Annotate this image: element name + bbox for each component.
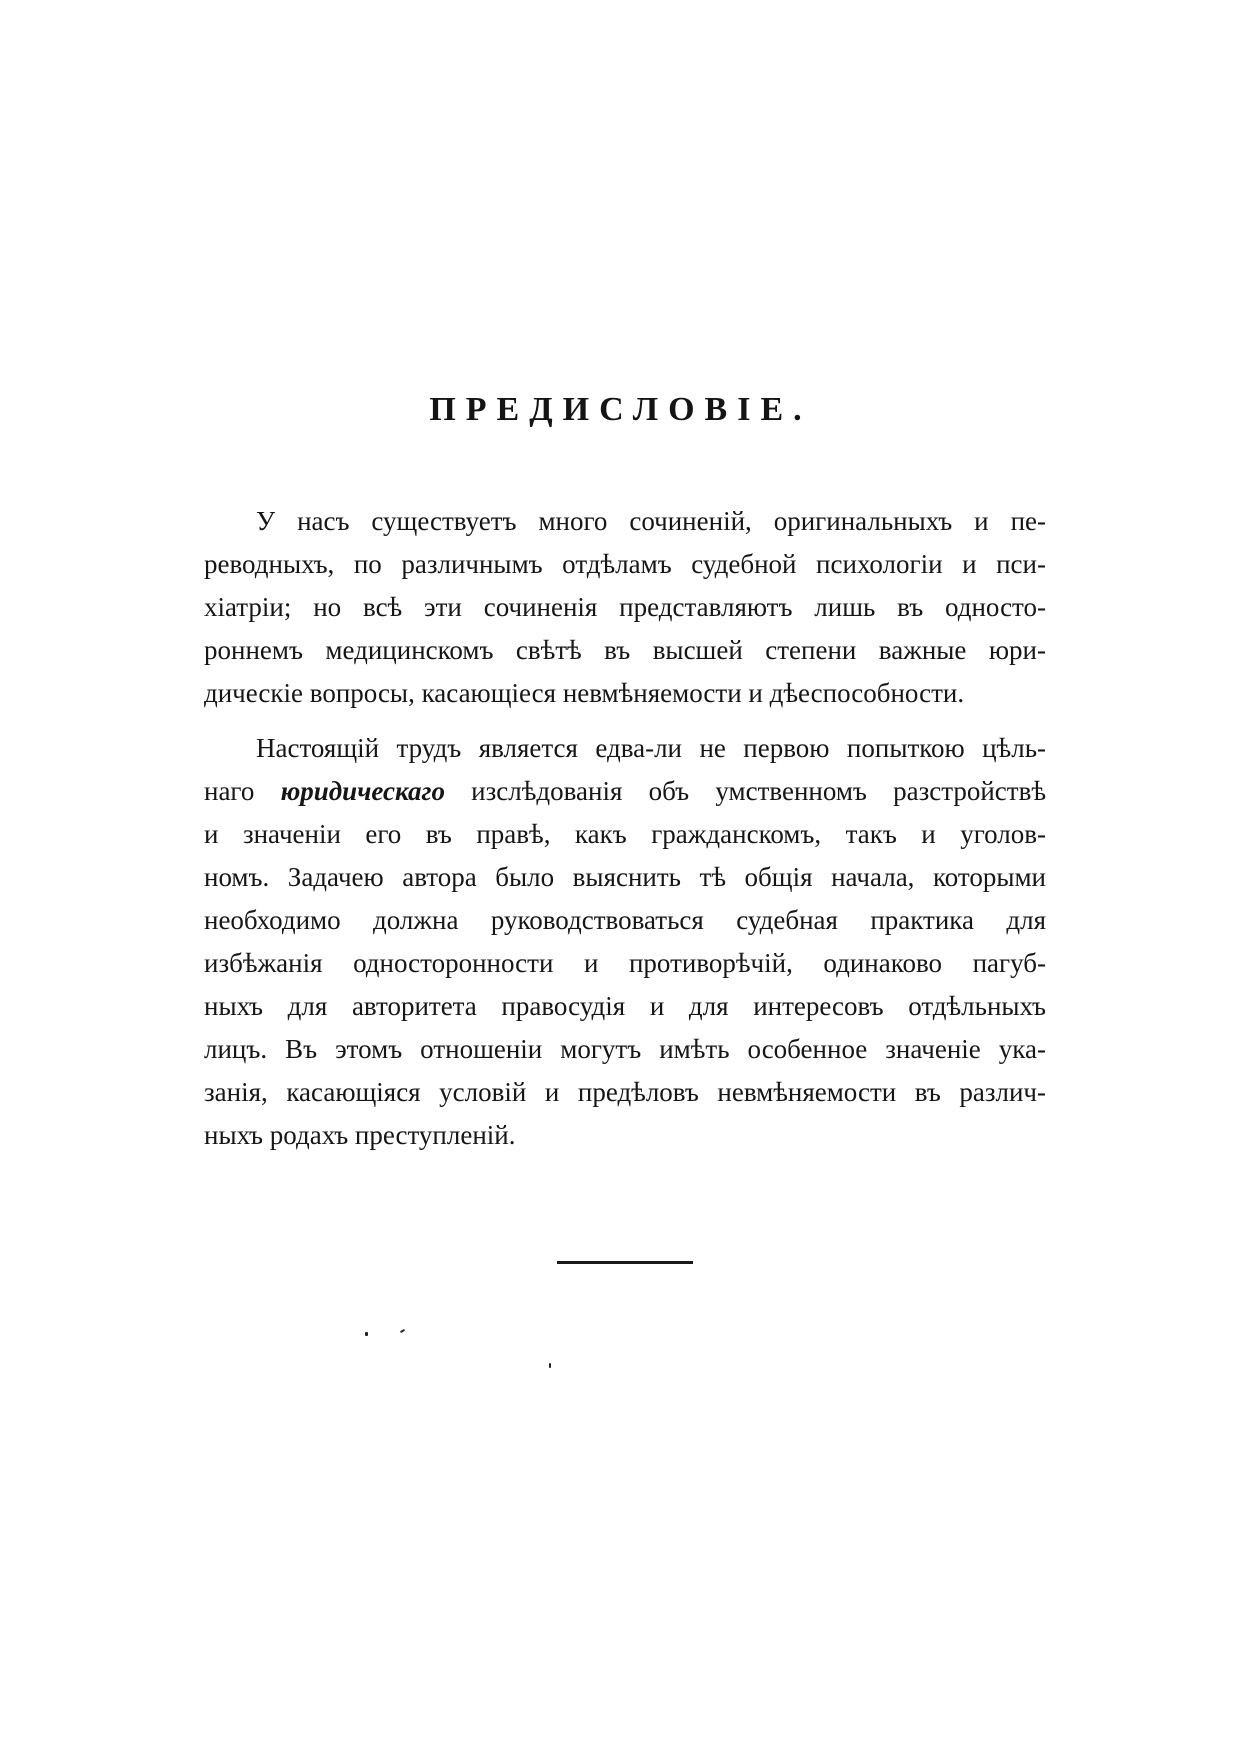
text-fragment: изслѣдованія объ умственномъ разстройствѣ [444, 776, 1046, 806]
print-speck [549, 1363, 551, 1368]
text-line: и значеніи его въ правѣ, какъ гражданскомъ, такъ и уголов- [204, 819, 1046, 849]
text-line: хіатріи; но всѣ эти сочиненія представляютъ лишь въ односто- [204, 592, 1046, 622]
paragraph-2 [204, 727, 1046, 1157]
text-line: роннемъ медицинскомъ свѣтѣ въ высшей степени важные юри- [204, 635, 1046, 665]
page-heading: ПРЕДИСЛОВІЕ. [429, 391, 812, 428]
text-line: ныхъ родахъ преступленій. [204, 1120, 516, 1150]
emphasized-word: юридическаго [280, 776, 445, 806]
paragraph-gap [204, 715, 1046, 727]
text-line: занія, касающіяся условій и предѣловъ невмѣняемости въ различ- [204, 1077, 1046, 1107]
text-fragment: наго [204, 776, 281, 806]
text-line: Настоящій трудъ является едва-ли не первою попыткою цѣль- [256, 733, 1046, 763]
text-line: реводныхъ, по различнымъ отдѣламъ судебной психологіи и пси- [204, 549, 1046, 579]
text-line: номъ. Задачею автора было выяснить тѣ общія начала, которыми [204, 862, 1046, 892]
text-line: избѣжанія односторонности и противорѣчій, одинаково пагуб- [204, 948, 1046, 978]
section-rule [557, 1261, 693, 1264]
preface-body [204, 500, 1046, 1157]
text-line: необходимо должна руководствоваться судебная практика для [204, 905, 1046, 935]
text-line: ныхъ для авторитета правосудія и для интересовъ отдѣльныхъ [204, 991, 1046, 1021]
print-speck [400, 1329, 405, 1333]
text-line: дическіе вопросы, касающіеся невмѣняемости и дѣеспособности. [204, 678, 965, 708]
print-speck [365, 1332, 368, 1336]
paragraph-1 [204, 500, 1046, 715]
text-line: лицъ. Въ этомъ отношеніи могутъ имѣть особенное значеніе ука- [204, 1034, 1046, 1064]
text-line-with-emphasis [204, 770, 1046, 813]
text-line: У насъ существуетъ много сочиненій, оригинальныхъ и пе- [256, 506, 1046, 536]
